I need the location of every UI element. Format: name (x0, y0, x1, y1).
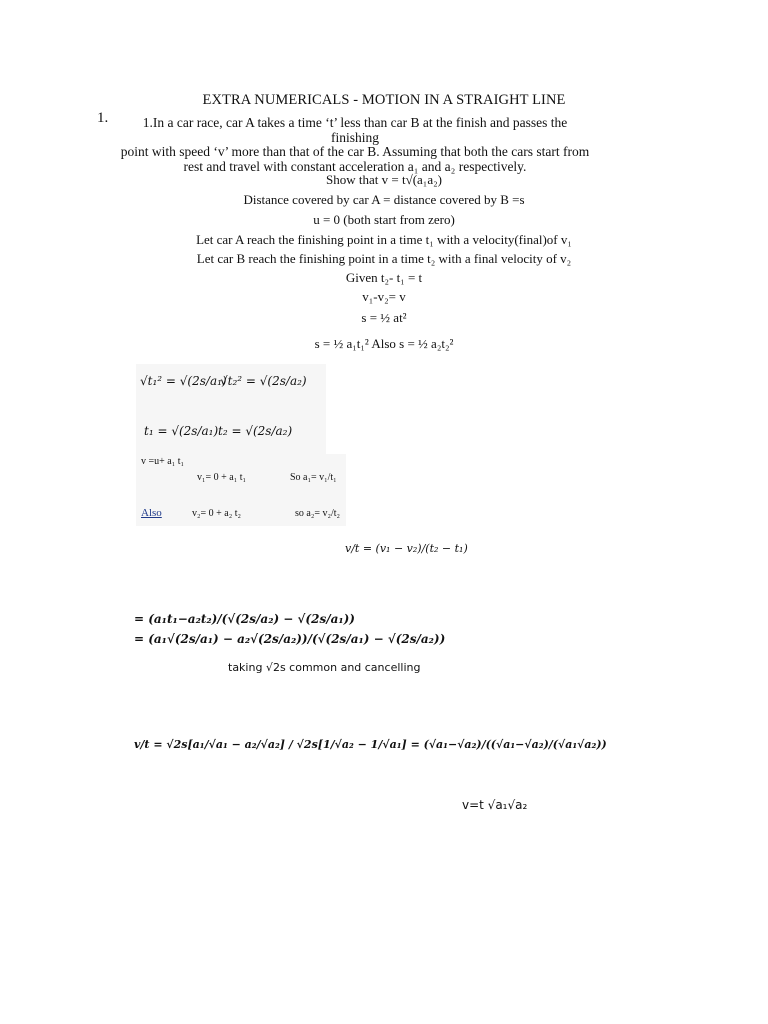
question-number: 1. (97, 110, 109, 126)
problem-line-1: 1.In a car race, car A takes a time ‘t’ less than car B at the finish and passes the finishing (142, 115, 568, 145)
show-that-line: Show that v = t√(a₁a₂) (326, 172, 442, 187)
final-result: v=t √a₁√a₂ (462, 798, 528, 812)
problem-line-3: rest and travel with constant acceleration a₁ and a₂ respectively. (183, 158, 527, 174)
taking-common-note: taking √2s common and cancelling (228, 661, 421, 674)
s-equation: s = ½ at² (361, 310, 407, 325)
v2-equation: v₂= 0 + a₂ t₂ (192, 508, 241, 519)
sqrt-t1-equation: √t₁² = √(2s/a₁) (140, 374, 227, 388)
distance-line: Distance covered by car A = distance covered by B =s (243, 192, 525, 207)
step1-equation: = (a₁t₁−a₂t₂)/(√(2s/a₂) − √(2s/a₁)) (134, 612, 355, 626)
so-a1-equation: So a₁= v₁/t₁ (290, 472, 337, 483)
initial-velocity-line: u = 0 (both start from zero) (313, 212, 455, 227)
problem-statement (120, 116, 590, 174)
sqrt-t2-equation: √t₂² = √(2s/a₂) (220, 374, 307, 388)
v1-equation: v₁= 0 + a₁ t₁ (197, 472, 246, 483)
problem-line-2: point with speed ‘v’ more than that of the car B. Assuming that both the cars start from (120, 144, 590, 159)
s-both-equation: s = ½ a₁t₁² Also s = ½ a₂t₂² (314, 336, 454, 351)
v-over-t-equation: v/t = (v₁ − v₂)/(t₂ − t₁) (345, 542, 468, 555)
also-label: Also (141, 507, 162, 519)
step3-equation: v/t = √2s[a₁/√a₁ − a₂/√a₂] / √2s[1/√a₂ − 1/√a₁] = (√a₁−√a₂)/((√a₁−√a₂)/(√a₁√a₂)) (134, 738, 607, 751)
v-equation: v =u+ a₁ t₁ (141, 456, 184, 467)
car-a-line: Let car A reach the finishing point in a time t₁ with a velocity(final)of v₁ (196, 232, 572, 247)
step2-equation: = (a₁√(2s/a₁) − a₂√(2s/a₂))/(√(2s/a₁) − √(2s/a₂)) (134, 632, 446, 646)
given-line: Given t₂- t₁ = t (345, 270, 423, 285)
so-a2-equation: so a₂= v₂/t₂ (295, 508, 340, 519)
t2-equation: t₂ = √(2s/a₂) (218, 424, 293, 438)
velocity-difference-line: v₁-v₂= v (362, 289, 406, 304)
car-b-line: Let car B reach the finishing point in a time t₂ with a final velocity of v₂ (196, 251, 572, 266)
page-title: EXTRA NUMERICALS - MOTION IN A STRAIGHT LINE (202, 92, 566, 108)
t1-equation: t₁ = √(2s/a₁) (144, 424, 219, 438)
